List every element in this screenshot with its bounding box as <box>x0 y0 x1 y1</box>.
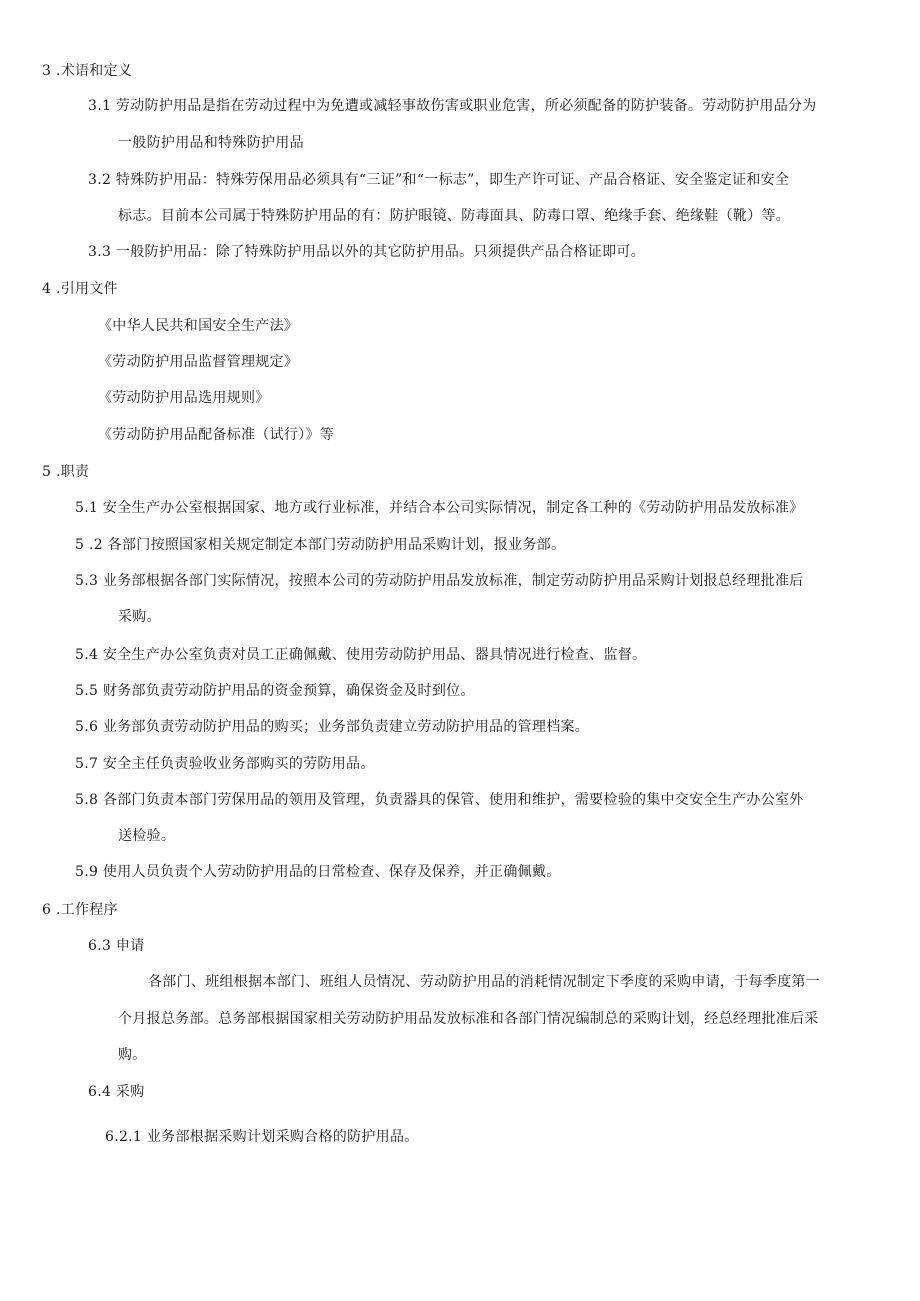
section-5-heading: 5 .职责 <box>42 464 90 480</box>
section-6-heading: 6 .工作程序 <box>42 902 118 918</box>
clause-3-1: 3.1 劳动防护用品是指在劳动过程中为免遭或减轻事故伤害或职业危害，所必须配备的防护装备。劳动防护用品分为 <box>88 98 817 114</box>
clause-3-2: 3.2 特殊防护用品：特殊劳保用品必须具有“三证”和“一标志”，即生产许可证、产品合格证、安全鉴定证和安全 <box>88 172 790 188</box>
clause-5-8-cont: 送检验。 <box>118 828 176 844</box>
clause-5-3: 5.3 业务部根据各部门实际情况，按照本公司的劳动防护用品发放标准，制定劳动防护用品采购计划报总经理批准后 <box>75 573 804 589</box>
clause-5-7: 5.7 安全主任负责验收业务部购买的劳防用品。 <box>75 756 375 772</box>
reference-doc: 《劳动防护用品监督管理规定》 <box>98 354 299 370</box>
clause-5-2: 5 .2 各部门按照国家相关规定制定本部门劳动防护用品采购计划，报业务部。 <box>75 537 566 553</box>
clause-5-6: 5.6 业务部负责劳动防护用品的购买；业务部负责建立劳动防护用品的管理档案。 <box>75 719 590 735</box>
clause-5-1: 5.1 安全生产办公室根据国家、地方或行业标准，并结合本公司实际情况，制定各工种的《劳动防护用品发放标准》 <box>75 500 804 516</box>
clause-3-3: 3.3 一般防护用品：除了特殊防护用品以外的其它防护用品。只须提供产品合格证即可。 <box>88 244 646 260</box>
clause-6-3-body-cont: 购。 <box>118 1047 147 1063</box>
reference-doc: 《中华人民共和国安全生产法》 <box>98 318 299 334</box>
section-4-heading: 4 .引用文件 <box>42 281 118 297</box>
reference-doc: 《劳动防护用品配备标准（试行）》等 <box>98 427 335 443</box>
clause-3-2-cont: 标志。目前本公司属于特殊防护用品的有：防护眼镜、防毒面具、防毒口罩、绝缘手套、绝缘鞋（靴）等。 <box>118 208 791 224</box>
section-3-heading: 3 .术语和定义 <box>42 63 133 79</box>
clause-6-4-heading: 6.4 采购 <box>88 1084 145 1100</box>
reference-doc: 《劳动防护用品选用规则》 <box>98 390 270 406</box>
clause-3-1-cont: 一般防护用品和特殊防护用品 <box>118 135 304 151</box>
clause-5-8: 5.8 各部门负责本部门劳保用品的领用及管理，负责器具的保管、使用和维护，需要检验的集中交安全生产办公室外 <box>75 792 804 808</box>
clause-5-3-cont: 采购。 <box>118 609 161 625</box>
clause-6-3-heading: 6.3 申请 <box>88 938 145 954</box>
clause-5-9: 5.9 使用人员负责个人劳动防护用品的日常检查、保存及保养，并正确佩戴。 <box>75 864 561 880</box>
clause-5-5: 5.5 财务部负责劳动防护用品的资金预算，确保资金及时到位。 <box>75 683 475 699</box>
clause-5-4: 5.4 安全生产办公室负责对员工正确佩戴、使用劳动防护用品、器具情况进行检查、监督。 <box>75 647 647 663</box>
clause-6-3-body: 各部门、班组根据本部门、班组人员情况、劳动防护用品的消耗情况制定下季度的采购申请，于每季度第一 <box>148 974 821 990</box>
clause-6-3-body-cont: 个月报总务部。总务部根据国家相关劳动防护用品发放标准和各部门情况编制总的采购计划，经总经理批准后采 <box>118 1011 819 1027</box>
clause-6-2-1: 6.2.1 业务部根据采购计划采购合格的防护用品。 <box>105 1129 419 1145</box>
